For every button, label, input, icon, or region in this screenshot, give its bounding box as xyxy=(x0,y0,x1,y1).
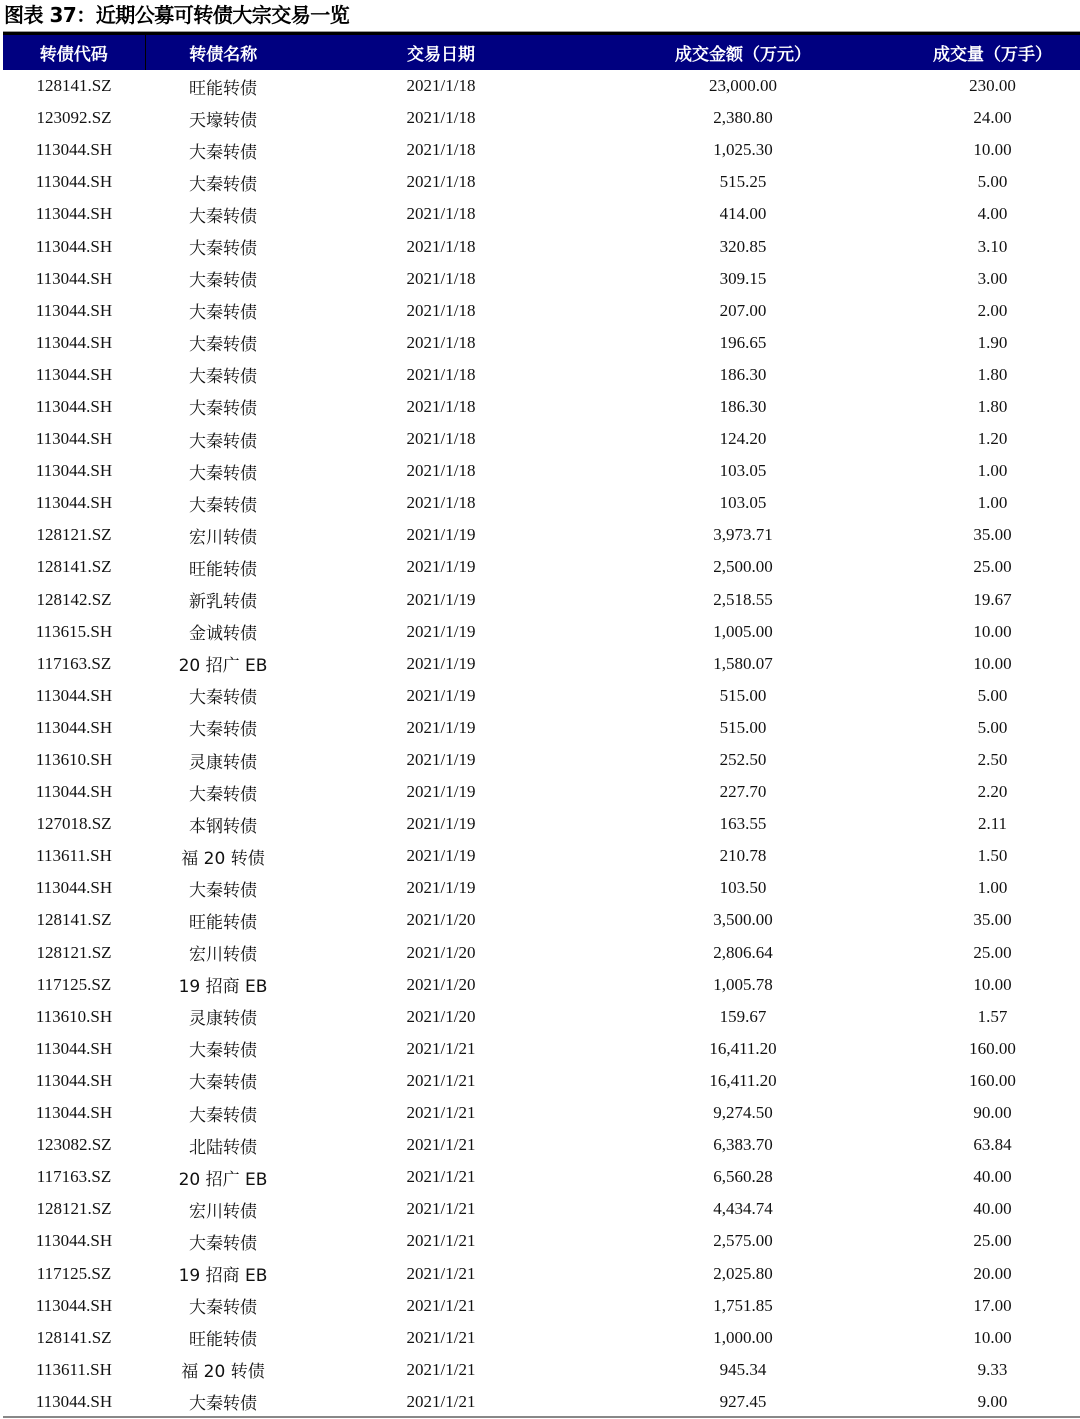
trade-date-cell: 2021/1/21 xyxy=(406,1231,476,1251)
trade-amount-cell: 9,274.50 xyxy=(713,1103,773,1123)
bond-name-cell: 大秦转债 xyxy=(189,1394,257,1415)
trade-date-cell: 2021/1/19 xyxy=(406,750,476,770)
table-row xyxy=(3,1386,1080,1418)
trade-volume-cell: 230.00 xyxy=(969,76,1016,96)
trade-date-cell: 2021/1/19 xyxy=(406,814,476,834)
trade-volume-cell: 9.33 xyxy=(977,1359,1008,1379)
trade-volume-cell: 20.00 xyxy=(973,1263,1012,1283)
trade-amount-cell: 1,025.30 xyxy=(713,140,773,160)
trade-amount-cell: 186.30 xyxy=(719,364,767,384)
trade-amount-cell: 2,806.64 xyxy=(713,942,773,962)
table-row xyxy=(3,1290,1080,1322)
trade-amount-cell: 252.50 xyxy=(719,750,767,770)
trade-date-cell: 2021/1/20 xyxy=(406,1006,476,1026)
bond-code-cell: 128121.SZ xyxy=(36,525,112,545)
trade-amount-cell: 515.00 xyxy=(719,685,767,705)
trade-date-cell: 2021/1/19 xyxy=(406,717,476,737)
bond-code-cell: 113044.SH xyxy=(35,300,113,320)
trade-volume-cell: 9.00 xyxy=(977,1391,1008,1411)
trade-amount-cell: 103.50 xyxy=(719,878,767,898)
trade-volume-cell: 2.20 xyxy=(977,782,1008,802)
trade-amount-cell: 2,380.80 xyxy=(713,108,773,128)
bond-code-cell: 128121.SZ xyxy=(36,942,112,962)
trade-volume-cell: 160.00 xyxy=(969,1070,1016,1090)
trade-amount-cell: 207.00 xyxy=(719,300,767,320)
bond-code-cell: 113044.SH xyxy=(35,878,113,898)
bond-name-cell: 大秦转债 xyxy=(189,1073,257,1094)
table-row xyxy=(3,872,1080,904)
table-row xyxy=(3,327,1080,359)
trade-volume-cell: 10.00 xyxy=(973,1327,1012,1347)
trade-amount-cell: 945.34 xyxy=(719,1359,767,1379)
bond-name-cell: 大秦转债 xyxy=(189,303,257,324)
table-row xyxy=(3,1129,1080,1161)
trade-amount-cell: 163.55 xyxy=(719,814,767,834)
bond-code-cell: 113044.SH xyxy=(35,1231,113,1251)
trade-volume-cell: 1.57 xyxy=(977,1006,1008,1026)
bond-code-cell: 117125.SZ xyxy=(36,974,112,994)
trade-volume-cell: 19.67 xyxy=(973,589,1012,609)
bond-code-cell: 117163.SZ xyxy=(36,653,112,673)
column-header-date: 交易日期 xyxy=(407,45,475,65)
bond-name-cell: 宏川转债 xyxy=(189,1201,257,1222)
table-row xyxy=(3,840,1080,872)
trade-date-cell: 2021/1/19 xyxy=(406,589,476,609)
trade-volume-cell: 35.00 xyxy=(973,910,1012,930)
bond-code-cell: 113044.SH xyxy=(35,140,113,160)
trade-date-cell: 2021/1/18 xyxy=(406,268,476,288)
bond-code-cell: 128141.SZ xyxy=(36,76,112,96)
table-row xyxy=(3,808,1080,840)
trade-amount-cell: 16,411.20 xyxy=(709,1070,777,1090)
bond-code-cell: 113044.SH xyxy=(35,782,113,802)
trade-volume-cell: 5.00 xyxy=(977,717,1008,737)
table-row xyxy=(3,230,1080,262)
trade-volume-cell: 5.00 xyxy=(977,172,1008,192)
trade-amount-cell: 309.15 xyxy=(719,268,767,288)
bond-name-cell: 19 招商 EB xyxy=(178,1266,268,1287)
bond-code-cell: 113611.SH xyxy=(36,846,112,866)
bond-name-cell: 大秦转债 xyxy=(189,174,257,195)
trade-amount-cell: 16,411.20 xyxy=(709,1038,777,1058)
trade-amount-cell: 103.05 xyxy=(719,461,767,481)
figure-title: 图表 37：近期公募可转债大宗交易一览 xyxy=(4,3,350,27)
trade-amount-cell: 515.00 xyxy=(719,717,767,737)
trade-volume-cell: 25.00 xyxy=(973,557,1012,577)
trade-volume-cell: 1.90 xyxy=(977,332,1008,352)
trade-volume-cell: 1.00 xyxy=(977,493,1008,513)
bond-code-cell: 128141.SZ xyxy=(36,1327,112,1347)
trade-volume-cell: 2.50 xyxy=(977,750,1008,770)
trade-date-cell: 2021/1/18 xyxy=(406,429,476,449)
trade-volume-cell: 5.00 xyxy=(977,685,1008,705)
bond-name-cell: 天壕转债 xyxy=(189,110,257,131)
bond-name-cell: 灵康转债 xyxy=(189,1009,257,1030)
bond-code-cell: 113044.SH xyxy=(35,204,113,224)
bond-code-cell: 113044.SH xyxy=(35,1103,113,1123)
trade-amount-cell: 196.65 xyxy=(719,332,767,352)
bond-name-cell: 大秦转债 xyxy=(189,335,257,356)
bond-name-cell: 20 招广 EB xyxy=(178,1169,268,1190)
bond-code-cell: 113044.SH xyxy=(35,429,113,449)
trade-date-cell: 2021/1/21 xyxy=(406,1295,476,1315)
table-row xyxy=(3,1065,1080,1097)
bond-name-cell: 大秦转债 xyxy=(189,495,257,516)
bond-name-cell: 大秦转债 xyxy=(189,431,257,452)
trade-volume-cell: 10.00 xyxy=(973,653,1012,673)
table-row xyxy=(3,1193,1080,1225)
table-row xyxy=(3,584,1080,616)
table-row xyxy=(3,1322,1080,1354)
bond-code-cell: 117163.SZ xyxy=(36,1167,112,1187)
table-row xyxy=(3,519,1080,551)
table-row xyxy=(3,198,1080,230)
trade-date-cell: 2021/1/19 xyxy=(406,782,476,802)
trade-volume-cell: 63.84 xyxy=(973,1135,1012,1155)
trade-amount-cell: 2,500.00 xyxy=(713,557,773,577)
bond-name-cell: 大秦转债 xyxy=(189,239,257,260)
table-row xyxy=(3,134,1080,166)
trade-volume-cell: 40.00 xyxy=(973,1167,1012,1187)
trade-amount-cell: 210.78 xyxy=(719,846,767,866)
trade-date-cell: 2021/1/18 xyxy=(406,300,476,320)
table-row xyxy=(3,423,1080,455)
bond-code-cell: 123092.SZ xyxy=(36,108,112,128)
trade-volume-cell: 35.00 xyxy=(973,525,1012,545)
column-header-code: 转债代码 xyxy=(3,35,145,70)
bond-name-cell: 大秦转债 xyxy=(189,206,257,227)
trade-date-cell: 2021/1/18 xyxy=(406,76,476,96)
bond-code-cell: 117125.SZ xyxy=(36,1263,112,1283)
bond-code-cell: 113044.SH xyxy=(35,172,113,192)
bond-code-cell: 127018.SZ xyxy=(36,814,112,834)
column-header-volume: 成交量（万手） xyxy=(933,45,1052,65)
trade-date-cell: 2021/1/21 xyxy=(406,1167,476,1187)
trade-amount-cell: 4,434.74 xyxy=(713,1199,773,1219)
trade-volume-cell: 10.00 xyxy=(973,140,1012,160)
trade-date-cell: 2021/1/18 xyxy=(406,396,476,416)
table-row xyxy=(3,1001,1080,1033)
trade-amount-cell: 124.20 xyxy=(719,429,767,449)
trade-date-cell: 2021/1/21 xyxy=(406,1103,476,1123)
table-row xyxy=(3,263,1080,295)
trade-amount-cell: 2,025.80 xyxy=(713,1263,773,1283)
table-row xyxy=(3,680,1080,712)
bond-name-cell: 19 招商 EB xyxy=(178,977,268,998)
block-trade-table xyxy=(3,35,1080,1418)
table-row xyxy=(3,166,1080,198)
trade-date-cell: 2021/1/18 xyxy=(406,236,476,256)
trade-volume-cell: 1.00 xyxy=(977,461,1008,481)
trade-amount-cell: 2,575.00 xyxy=(713,1231,773,1251)
trade-date-cell: 2021/1/21 xyxy=(406,1327,476,1347)
trade-amount-cell: 2,518.55 xyxy=(713,589,773,609)
trade-amount-cell: 3,500.00 xyxy=(713,910,773,930)
trade-date-cell: 2021/1/18 xyxy=(406,108,476,128)
bond-code-cell: 113044.SH xyxy=(35,364,113,384)
table-row xyxy=(3,1225,1080,1257)
trade-volume-cell: 10.00 xyxy=(973,621,1012,641)
bond-code-cell: 113044.SH xyxy=(35,396,113,416)
bond-code-cell: 113044.SH xyxy=(35,493,113,513)
bond-code-cell: 113044.SH xyxy=(35,1295,113,1315)
table-row xyxy=(3,776,1080,808)
trade-amount-cell: 23,000.00 xyxy=(709,76,777,96)
table-row xyxy=(3,937,1080,969)
bond-code-cell: 113044.SH xyxy=(35,1391,113,1411)
trade-amount-cell: 6,560.28 xyxy=(713,1167,773,1187)
table-row xyxy=(3,648,1080,680)
trade-volume-cell: 3.00 xyxy=(977,268,1008,288)
trade-date-cell: 2021/1/18 xyxy=(406,493,476,513)
bond-code-cell: 113044.SH xyxy=(35,1038,113,1058)
trade-date-cell: 2021/1/21 xyxy=(406,1199,476,1219)
table-row xyxy=(3,295,1080,327)
table-row xyxy=(3,616,1080,648)
trade-volume-cell: 1.80 xyxy=(977,364,1008,384)
trade-date-cell: 2021/1/21 xyxy=(406,1263,476,1283)
bond-name-cell: 大秦转债 xyxy=(189,1233,257,1254)
trade-date-cell: 2021/1/21 xyxy=(406,1038,476,1058)
trade-date-cell: 2021/1/20 xyxy=(406,942,476,962)
bond-name-cell: 大秦转债 xyxy=(189,271,257,292)
trade-amount-cell: 1,580.07 xyxy=(713,653,773,673)
bond-code-cell: 113611.SH xyxy=(36,1359,112,1379)
bottom-rule xyxy=(3,1416,1080,1418)
bond-name-cell: 本钢转债 xyxy=(189,816,257,837)
trade-volume-cell: 10.00 xyxy=(973,974,1012,994)
trade-amount-cell: 186.30 xyxy=(719,396,767,416)
bond-code-cell: 113615.SH xyxy=(35,621,113,641)
table-row xyxy=(3,744,1080,776)
bond-name-cell: 金诚转债 xyxy=(189,624,257,645)
trade-volume-cell: 90.00 xyxy=(973,1103,1012,1123)
bond-code-cell: 128141.SZ xyxy=(36,910,112,930)
bond-name-cell: 旺能转债 xyxy=(189,1330,257,1351)
trade-volume-cell: 1.80 xyxy=(977,396,1008,416)
trade-date-cell: 2021/1/19 xyxy=(406,653,476,673)
trade-date-cell: 2021/1/18 xyxy=(406,461,476,481)
trade-date-cell: 2021/1/18 xyxy=(406,172,476,192)
trade-amount-cell: 1,005.00 xyxy=(713,621,773,641)
trade-volume-cell: 2.00 xyxy=(977,300,1008,320)
trade-amount-cell: 159.67 xyxy=(719,1006,767,1026)
bond-name-cell: 旺能转债 xyxy=(189,78,257,99)
trade-volume-cell: 160.00 xyxy=(969,1038,1016,1058)
bond-name-cell: 大秦转债 xyxy=(189,399,257,420)
trade-volume-cell: 25.00 xyxy=(973,1231,1012,1251)
table-row xyxy=(3,487,1080,519)
bond-code-cell: 113044.SH xyxy=(35,1070,113,1090)
trade-date-cell: 2021/1/19 xyxy=(406,557,476,577)
trade-date-cell: 2021/1/21 xyxy=(406,1135,476,1155)
bond-code-cell: 123082.SZ xyxy=(36,1135,112,1155)
table-row xyxy=(3,70,1080,102)
trade-volume-cell: 4.00 xyxy=(977,204,1008,224)
table-row xyxy=(3,904,1080,936)
bond-name-cell: 大秦转债 xyxy=(189,688,257,709)
bond-name-cell: 大秦转债 xyxy=(189,784,257,805)
bond-code-cell: 113044.SH xyxy=(35,332,113,352)
table-row xyxy=(3,712,1080,744)
bond-name-cell: 20 招广 EB xyxy=(178,656,268,677)
bond-name-cell: 大秦转债 xyxy=(189,1041,257,1062)
bond-name-cell: 大秦转债 xyxy=(189,720,257,741)
bond-name-cell: 北陆转债 xyxy=(189,1137,257,1158)
table-row xyxy=(3,1257,1080,1289)
bond-name-cell: 宏川转债 xyxy=(189,945,257,966)
table-row xyxy=(3,455,1080,487)
trade-volume-cell: 24.00 xyxy=(973,108,1012,128)
table-row xyxy=(3,359,1080,391)
trade-amount-cell: 515.25 xyxy=(719,172,767,192)
table-row xyxy=(3,1161,1080,1193)
bond-name-cell: 福 20 转债 xyxy=(181,1362,265,1383)
trade-amount-cell: 1,751.85 xyxy=(713,1295,773,1315)
bond-code-cell: 128141.SZ xyxy=(36,557,112,577)
bond-name-cell: 大秦转债 xyxy=(189,880,257,901)
bond-name-cell: 大秦转债 xyxy=(189,367,257,388)
trade-amount-cell: 1,000.00 xyxy=(713,1327,773,1347)
trade-date-cell: 2021/1/18 xyxy=(406,364,476,384)
bond-code-cell: 113044.SH xyxy=(35,717,113,737)
table-row xyxy=(3,969,1080,1001)
column-header-name: 转债名称 xyxy=(189,45,258,65)
table-header-row xyxy=(3,35,1080,70)
bond-name-cell: 大秦转债 xyxy=(189,1298,257,1319)
bond-name-cell: 福 20 转债 xyxy=(181,848,265,869)
table-row xyxy=(3,551,1080,583)
bond-code-cell: 113610.SH xyxy=(35,1006,113,1026)
bond-code-cell: 113044.SH xyxy=(35,685,113,705)
bond-name-cell: 大秦转债 xyxy=(189,1105,257,1126)
trade-amount-cell: 320.85 xyxy=(719,236,767,256)
trade-date-cell: 2021/1/18 xyxy=(406,140,476,160)
bond-code-cell: 128142.SZ xyxy=(36,589,112,609)
trade-amount-cell: 103.05 xyxy=(719,493,767,513)
trade-volume-cell: 1.50 xyxy=(977,846,1008,866)
trade-date-cell: 2021/1/19 xyxy=(406,525,476,545)
bond-name-cell: 旺能转债 xyxy=(189,559,257,580)
bond-name-cell: 宏川转债 xyxy=(189,527,257,548)
trade-amount-cell: 1,005.78 xyxy=(713,974,773,994)
bond-name-cell: 新乳转债 xyxy=(189,592,257,613)
trade-amount-cell: 414.00 xyxy=(719,204,767,224)
table-row xyxy=(3,391,1080,423)
trade-volume-cell: 17.00 xyxy=(973,1295,1012,1315)
trade-volume-cell: 2.11 xyxy=(977,814,1008,834)
trade-amount-cell: 6,383.70 xyxy=(713,1135,773,1155)
trade-date-cell: 2021/1/20 xyxy=(406,974,476,994)
trade-date-cell: 2021/1/19 xyxy=(406,621,476,641)
bond-code-cell: 113044.SH xyxy=(35,268,113,288)
trade-volume-cell: 25.00 xyxy=(973,942,1012,962)
trade-amount-cell: 227.70 xyxy=(719,782,767,802)
trade-date-cell: 2021/1/21 xyxy=(406,1359,476,1379)
bond-name-cell: 旺能转债 xyxy=(189,912,257,933)
table-row xyxy=(3,1354,1080,1386)
table-row xyxy=(3,1033,1080,1065)
trade-volume-cell: 40.00 xyxy=(973,1199,1012,1219)
bond-code-cell: 113610.SH xyxy=(35,750,113,770)
trade-date-cell: 2021/1/19 xyxy=(406,878,476,898)
trade-date-cell: 2021/1/21 xyxy=(406,1391,476,1411)
trade-amount-cell: 3,973.71 xyxy=(713,525,773,545)
bond-code-cell: 128121.SZ xyxy=(36,1199,112,1219)
trade-date-cell: 2021/1/18 xyxy=(406,204,476,224)
trade-date-cell: 2021/1/19 xyxy=(406,685,476,705)
bond-name-cell: 大秦转债 xyxy=(189,142,257,163)
bond-code-cell: 113044.SH xyxy=(35,461,113,481)
bond-name-cell: 大秦转债 xyxy=(189,463,257,484)
trade-volume-cell: 1.20 xyxy=(977,429,1008,449)
trade-volume-cell: 3.10 xyxy=(977,236,1008,256)
table-row xyxy=(3,102,1080,134)
trade-date-cell: 2021/1/18 xyxy=(406,332,476,352)
trade-date-cell: 2021/1/19 xyxy=(406,846,476,866)
bond-name-cell: 灵康转债 xyxy=(189,752,257,773)
trade-volume-cell: 1.00 xyxy=(977,878,1008,898)
table-row xyxy=(3,1097,1080,1129)
column-header-amount: 成交金额（万元） xyxy=(675,45,811,65)
trade-amount-cell: 927.45 xyxy=(719,1391,767,1411)
trade-date-cell: 2021/1/21 xyxy=(406,1070,476,1090)
trade-date-cell: 2021/1/20 xyxy=(406,910,476,930)
bond-code-cell: 113044.SH xyxy=(35,236,113,256)
